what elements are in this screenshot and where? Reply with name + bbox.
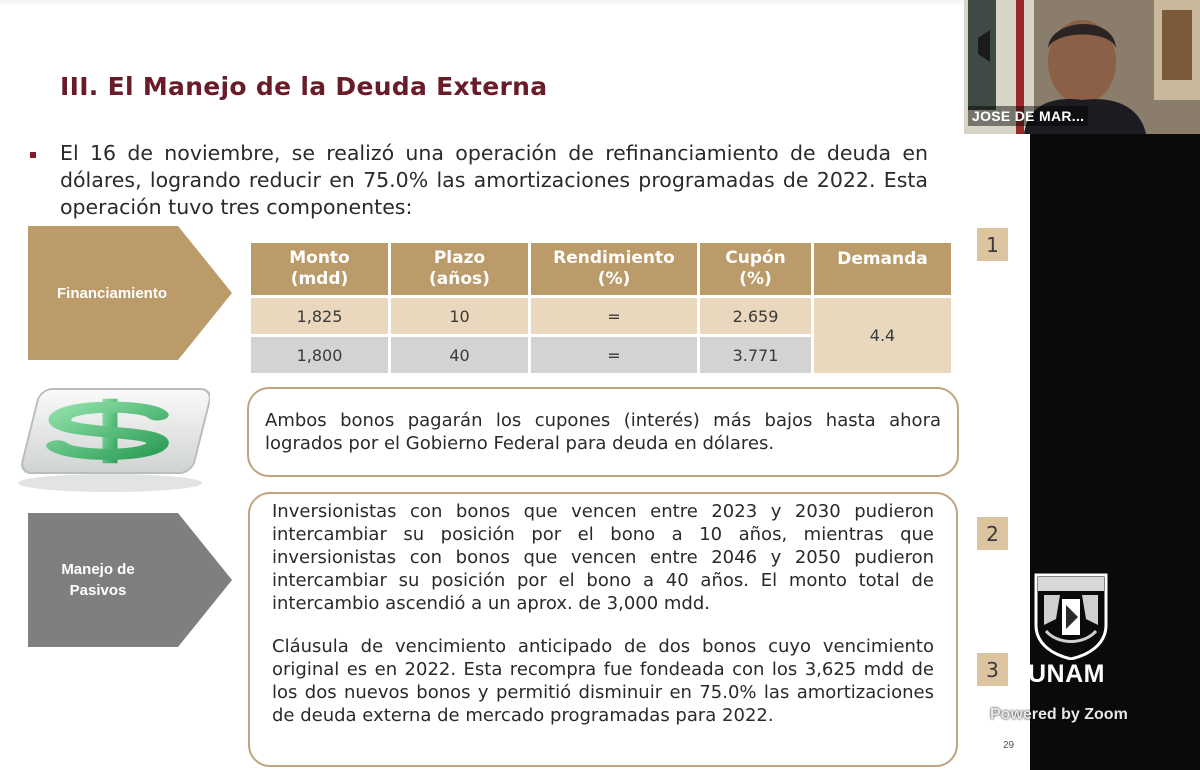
financing-label: Financiamiento <box>56 284 168 302</box>
unam-logo <box>1030 565 1112 660</box>
liabilities-arrow-label <box>28 513 232 647</box>
header-cupon: Cupón (%) <box>700 243 811 295</box>
participant-video-tile[interactable] <box>964 0 1200 134</box>
participant-name-label: JOSE DE MAR... <box>968 106 1088 126</box>
header-rendimiento: Rendimiento (%) <box>531 243 697 295</box>
header-demanda: Demanda <box>814 243 951 295</box>
cell-plazo: 40 <box>391 337 528 373</box>
component-badge-1: 1 <box>977 228 1008 261</box>
dollar-icon <box>10 375 210 495</box>
cell-monto: 1,825 <box>251 298 388 334</box>
slide-top-strip <box>0 0 1030 6</box>
liabilities-label: Manejo de Pasivos <box>61 561 135 599</box>
coupon-note-text: Ambos bonos pagarán los cupones (interés) más bajos hasta ahora logrados por el Gobierno Federal para deuda en dólares. <box>265 410 941 454</box>
cell-rendimiento: = <box>531 337 697 373</box>
page-number: 29 <box>1003 740 1015 751</box>
table-header-row <box>251 243 951 295</box>
coupon-note-box <box>247 387 959 477</box>
unam-wordmark: UNAM <box>1028 660 1105 688</box>
header-monto: Monto (mdd) <box>251 243 388 295</box>
liability-paragraph-2: Cláusula de vencimiento anticipado de dos bonos cuyo vencimiento original es en 2022. Esta recompra fue fondeada con los 3,625 mdd de los dos nuevos bonos y permitió disminuir en 75.0% las amortizaciones de deuda externa de mercado programadas para 2022. <box>272 636 934 726</box>
liability-paragraph-1: Inversionistas con bonos que vencen entre 2023 y 2030 pudieron intercambiar su posición por el bono a 10 años, mientras que inversionistas con bonos que vencen entre 2046 y 2050 pudieron intercambiar su posición por el bono a 40 años. El monto total de intercambio ascendió a un aprox. de 3,000 mdd. <box>272 501 934 614</box>
cell-monto: 1,800 <box>251 337 388 373</box>
cell-cupon: 3.771 <box>700 337 811 373</box>
financing-arrow-label <box>28 226 232 360</box>
slide-title: III. El Manejo de la Deuda Externa <box>60 72 548 101</box>
bond-table <box>248 240 954 376</box>
table-row <box>251 298 951 334</box>
cell-demanda: 4.4 <box>814 298 951 373</box>
intro-text: El 16 de noviembre, se realizó una operación de refinanciamiento de deuda en dólares, logrando reducir en 75.0% las amortizaciones programadas de 2022. Esta operación tuvo tres componentes: <box>60 141 928 219</box>
cell-rendimiento: = <box>531 298 697 334</box>
bullet-marker <box>30 152 36 158</box>
component-badge-2: 2 <box>977 517 1008 550</box>
cell-plazo: 10 <box>391 298 528 334</box>
component-badge-3: 3 <box>977 653 1008 686</box>
header-plazo: Plazo (años) <box>391 243 528 295</box>
cell-cupon: 2.659 <box>700 298 811 334</box>
liability-management-box <box>248 492 958 767</box>
powered-by-zoom-text: Powered by Zoom <box>990 706 1128 723</box>
